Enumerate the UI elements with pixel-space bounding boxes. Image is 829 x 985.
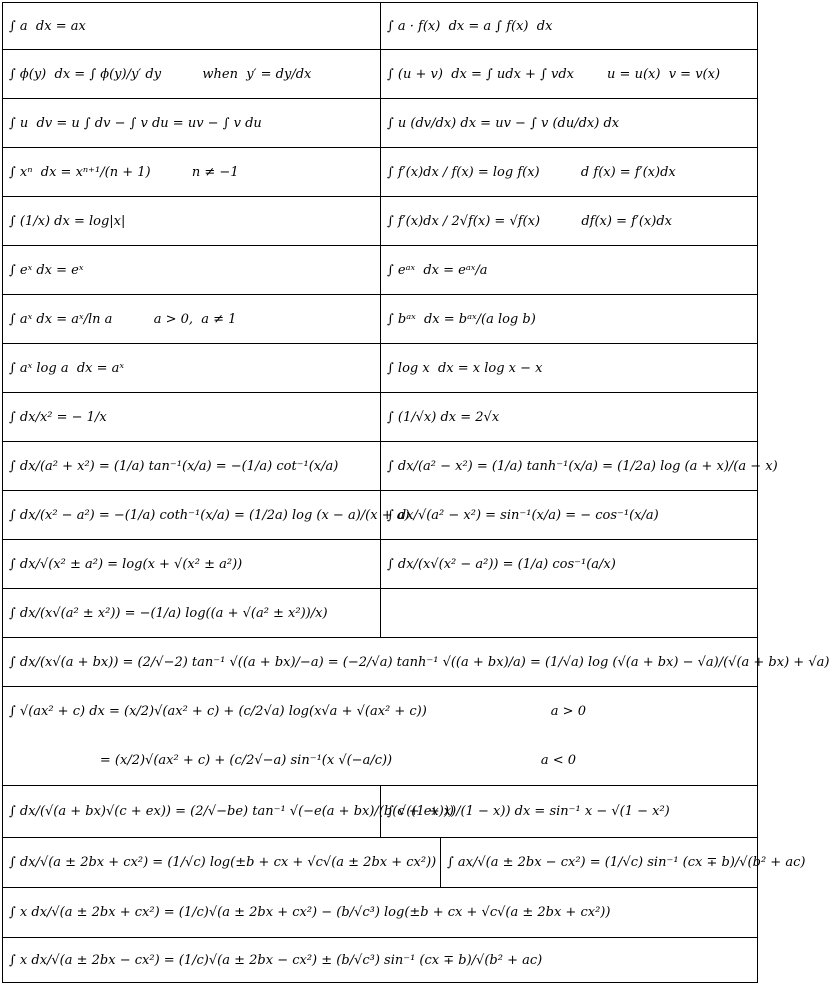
formula-cell-left (3, 295, 381, 343)
formula-text: ∫ xⁿ dx = xⁿ⁺¹/(n + 1) n ≠ −1 (9, 164, 239, 180)
formula-cell-right (381, 99, 757, 147)
formula-row (2, 196, 758, 245)
formula-text: ∫ √((1 + x)/(1 − x)) dx = sin⁻¹ x − √(1 − x²) (387, 804, 670, 819)
formula-text: ∫ dx/x² = − 1/x (9, 409, 107, 425)
formula-text: ∫ u (dv/dx) dx = uv − ∫ v (du/dx) dx (387, 115, 620, 131)
formula-text: ∫ dx/(√(a + bx)√(c + ex)) = (2/√−be) tan⁻¹ √(−e(a + bx)/(b(c + ex))) (9, 804, 454, 819)
formula-text: ∫ dx/(x√(x² − a²)) = (1/a) cos⁻¹(a/x) (387, 556, 616, 572)
formula-row (2, 937, 758, 983)
formula-cell-wide (3, 938, 757, 982)
formula-cell-right (381, 246, 757, 294)
formula-row (2, 343, 758, 392)
formula-cell-right (381, 540, 757, 588)
formula-cell-left (3, 344, 381, 392)
formula-cell-left (3, 148, 381, 196)
formula-text: ∫ f′(x)dx / f(x) = log f(x) d f(x) = f′(x)dx (387, 164, 676, 180)
formula-text: ∫ dx/(x² − a²) = −(1/a) coth⁻¹(x/a) = (1/2a) log (x − a)/(x + a) (9, 507, 410, 523)
formula-row (2, 98, 758, 147)
formula-cell-left (3, 246, 381, 294)
formula-cell-left (3, 393, 381, 441)
formula-cell-wide (3, 888, 757, 937)
formula-text: ∫ dx/(x√(a + bx)) = (2/√−2) tan⁻¹ √((a + bx)/−a) = (−2/√a) tanh⁻¹ √((a + bx)/a) = (1/√a) log (√(a + bx) − √a)/(√(a + bx) + √a) (9, 654, 829, 670)
formula-text: ∫ (1/√x) dx = 2√x (387, 409, 500, 425)
formula-cell-left (3, 491, 410, 539)
formula-cell-right (381, 393, 757, 441)
formula-row (2, 49, 758, 98)
formula-text: ∫ dx/√(a ± 2bx + cx²) = (1/√c) log(±b + cx + √c√(a ± 2bx + cx²)) (9, 855, 437, 870)
formula-text: ∫ dx/(x√(a² ± x²)) = −(1/a) log((a + √(a² ± x²))/x) (9, 605, 328, 621)
formula-row (2, 539, 758, 588)
formula-row (2, 294, 758, 343)
formula-row (2, 686, 758, 785)
formula-cell-wide (3, 638, 829, 686)
formula-text: ∫ dx/(a² − x²) = (1/a) tanh⁻¹(x/a) = (1/2a) log (a + x)/(a − x) (387, 458, 778, 474)
formula-text: ∫ ϕ(y) dx = ∫ ϕ(y)/y′ dy when y′ = dy/dx (9, 66, 312, 82)
formula-row (2, 588, 758, 637)
formula-row (2, 837, 806, 887)
formula-text: ∫ ax/√(a ± 2bx − cx²) = (1/√c) sin⁻¹ (cx ∓ b)/√(b² + ac) (447, 855, 806, 870)
formula-text: ∫ x dx/√(a ± 2bx − cx²) = (1/c)√(a ± 2bx − cx²) ± (b/√c³) sin⁻¹ (cx ∓ b)/√(b² + ac) (9, 952, 543, 968)
formula-text: ∫ u dv = u ∫ dv − ∫ v du = uv − ∫ v du (9, 115, 262, 131)
formula-text: ∫ dx/√(a² − x²) = sin⁻¹(x/a) = − cos⁻¹(x/a) (387, 507, 659, 523)
formula-text: ∫ a · f(x) dx = a ∫ f(x) dx (387, 18, 553, 34)
formula-text: ∫ eˣ dx = eˣ (9, 262, 84, 278)
formula-text: ∫ x dx/√(a ± 2bx + cx²) = (1/c)√(a ± 2bx + cx²) − (b/√c³) log(±b + cx + √c√(a ± 2bx + cx²)) (9, 905, 611, 920)
formula-row (2, 490, 758, 539)
formula-cell-left (3, 442, 381, 490)
formula-cell-right (381, 148, 757, 196)
formula-line: = (x/2)√(ax² + c) + (c/2√−a) sin⁻¹(x √(−a/c)) a < 0 (9, 753, 577, 768)
formula-cell-left (3, 540, 381, 588)
formula-text: ∫ f′(x)dx / 2√f(x) = √f(x) df(x) = f′(x)dx (387, 213, 672, 229)
formula-cell-right (381, 786, 757, 837)
formula-text: ∫ log x dx = x log x − x (387, 360, 543, 376)
formula-text: ∫ dx/√(x² ± a²) = log(x + √(x² ± a²)) (9, 556, 243, 572)
formula-text: ∫ a dx = ax (9, 18, 86, 34)
formula-row (2, 2, 758, 49)
formula-text: ∫ eᵃˣ dx = eᵃˣ/a (387, 262, 488, 278)
formula-cell-right (381, 3, 757, 49)
formula-text: ∫ bᵃˣ dx = bᵃˣ/(a log b) (387, 311, 536, 327)
formula-row (2, 245, 758, 294)
formula-table (2, 2, 829, 983)
formula-row (2, 637, 829, 686)
formula-text: ∫ (1/x) dx = log|x| (9, 213, 126, 229)
formula-line: ∫ √(ax² + c) dx = (x/2)√(ax² + c) + (c/2√a) log(x√a + √(ax² + c)) a > 0 (9, 704, 586, 719)
formula-cell-left (3, 197, 381, 245)
formula-row (2, 887, 758, 937)
formula-cell-right (381, 50, 757, 98)
formula-text: ∫ (u + v) dx = ∫ udx + ∫ vdx u = u(x) v = v(x) (387, 66, 721, 82)
formula-cell-left (3, 50, 381, 98)
formula-cell-right (441, 838, 806, 887)
formula-cell-right (381, 491, 757, 539)
formula-row (2, 392, 758, 441)
formula-text: ∫ dx/(a² + x²) = (1/a) tan⁻¹(x/a) = −(1/a) cot⁻¹(x/a) (9, 458, 339, 474)
formula-cell-right (381, 295, 757, 343)
formula-cell-left (3, 786, 454, 837)
formula-text: ∫ aˣ dx = aˣ/ln a a > 0, a ≠ 1 (9, 311, 237, 327)
formula-text: ∫ aˣ log a dx = aˣ (9, 360, 125, 376)
formula-cell-right (381, 344, 757, 392)
formula-cell-left (3, 838, 441, 887)
formula-row (2, 147, 758, 196)
formula-cell-right (381, 442, 778, 490)
formula-cell-left (3, 3, 381, 49)
formula-cell-wide (3, 687, 757, 785)
formula-row (2, 441, 778, 490)
formula-cell-left (3, 99, 381, 147)
formula-cell-right (381, 197, 757, 245)
formula-cell-right (381, 589, 757, 637)
formula-cell-left (3, 589, 381, 637)
formula-row (2, 785, 758, 837)
